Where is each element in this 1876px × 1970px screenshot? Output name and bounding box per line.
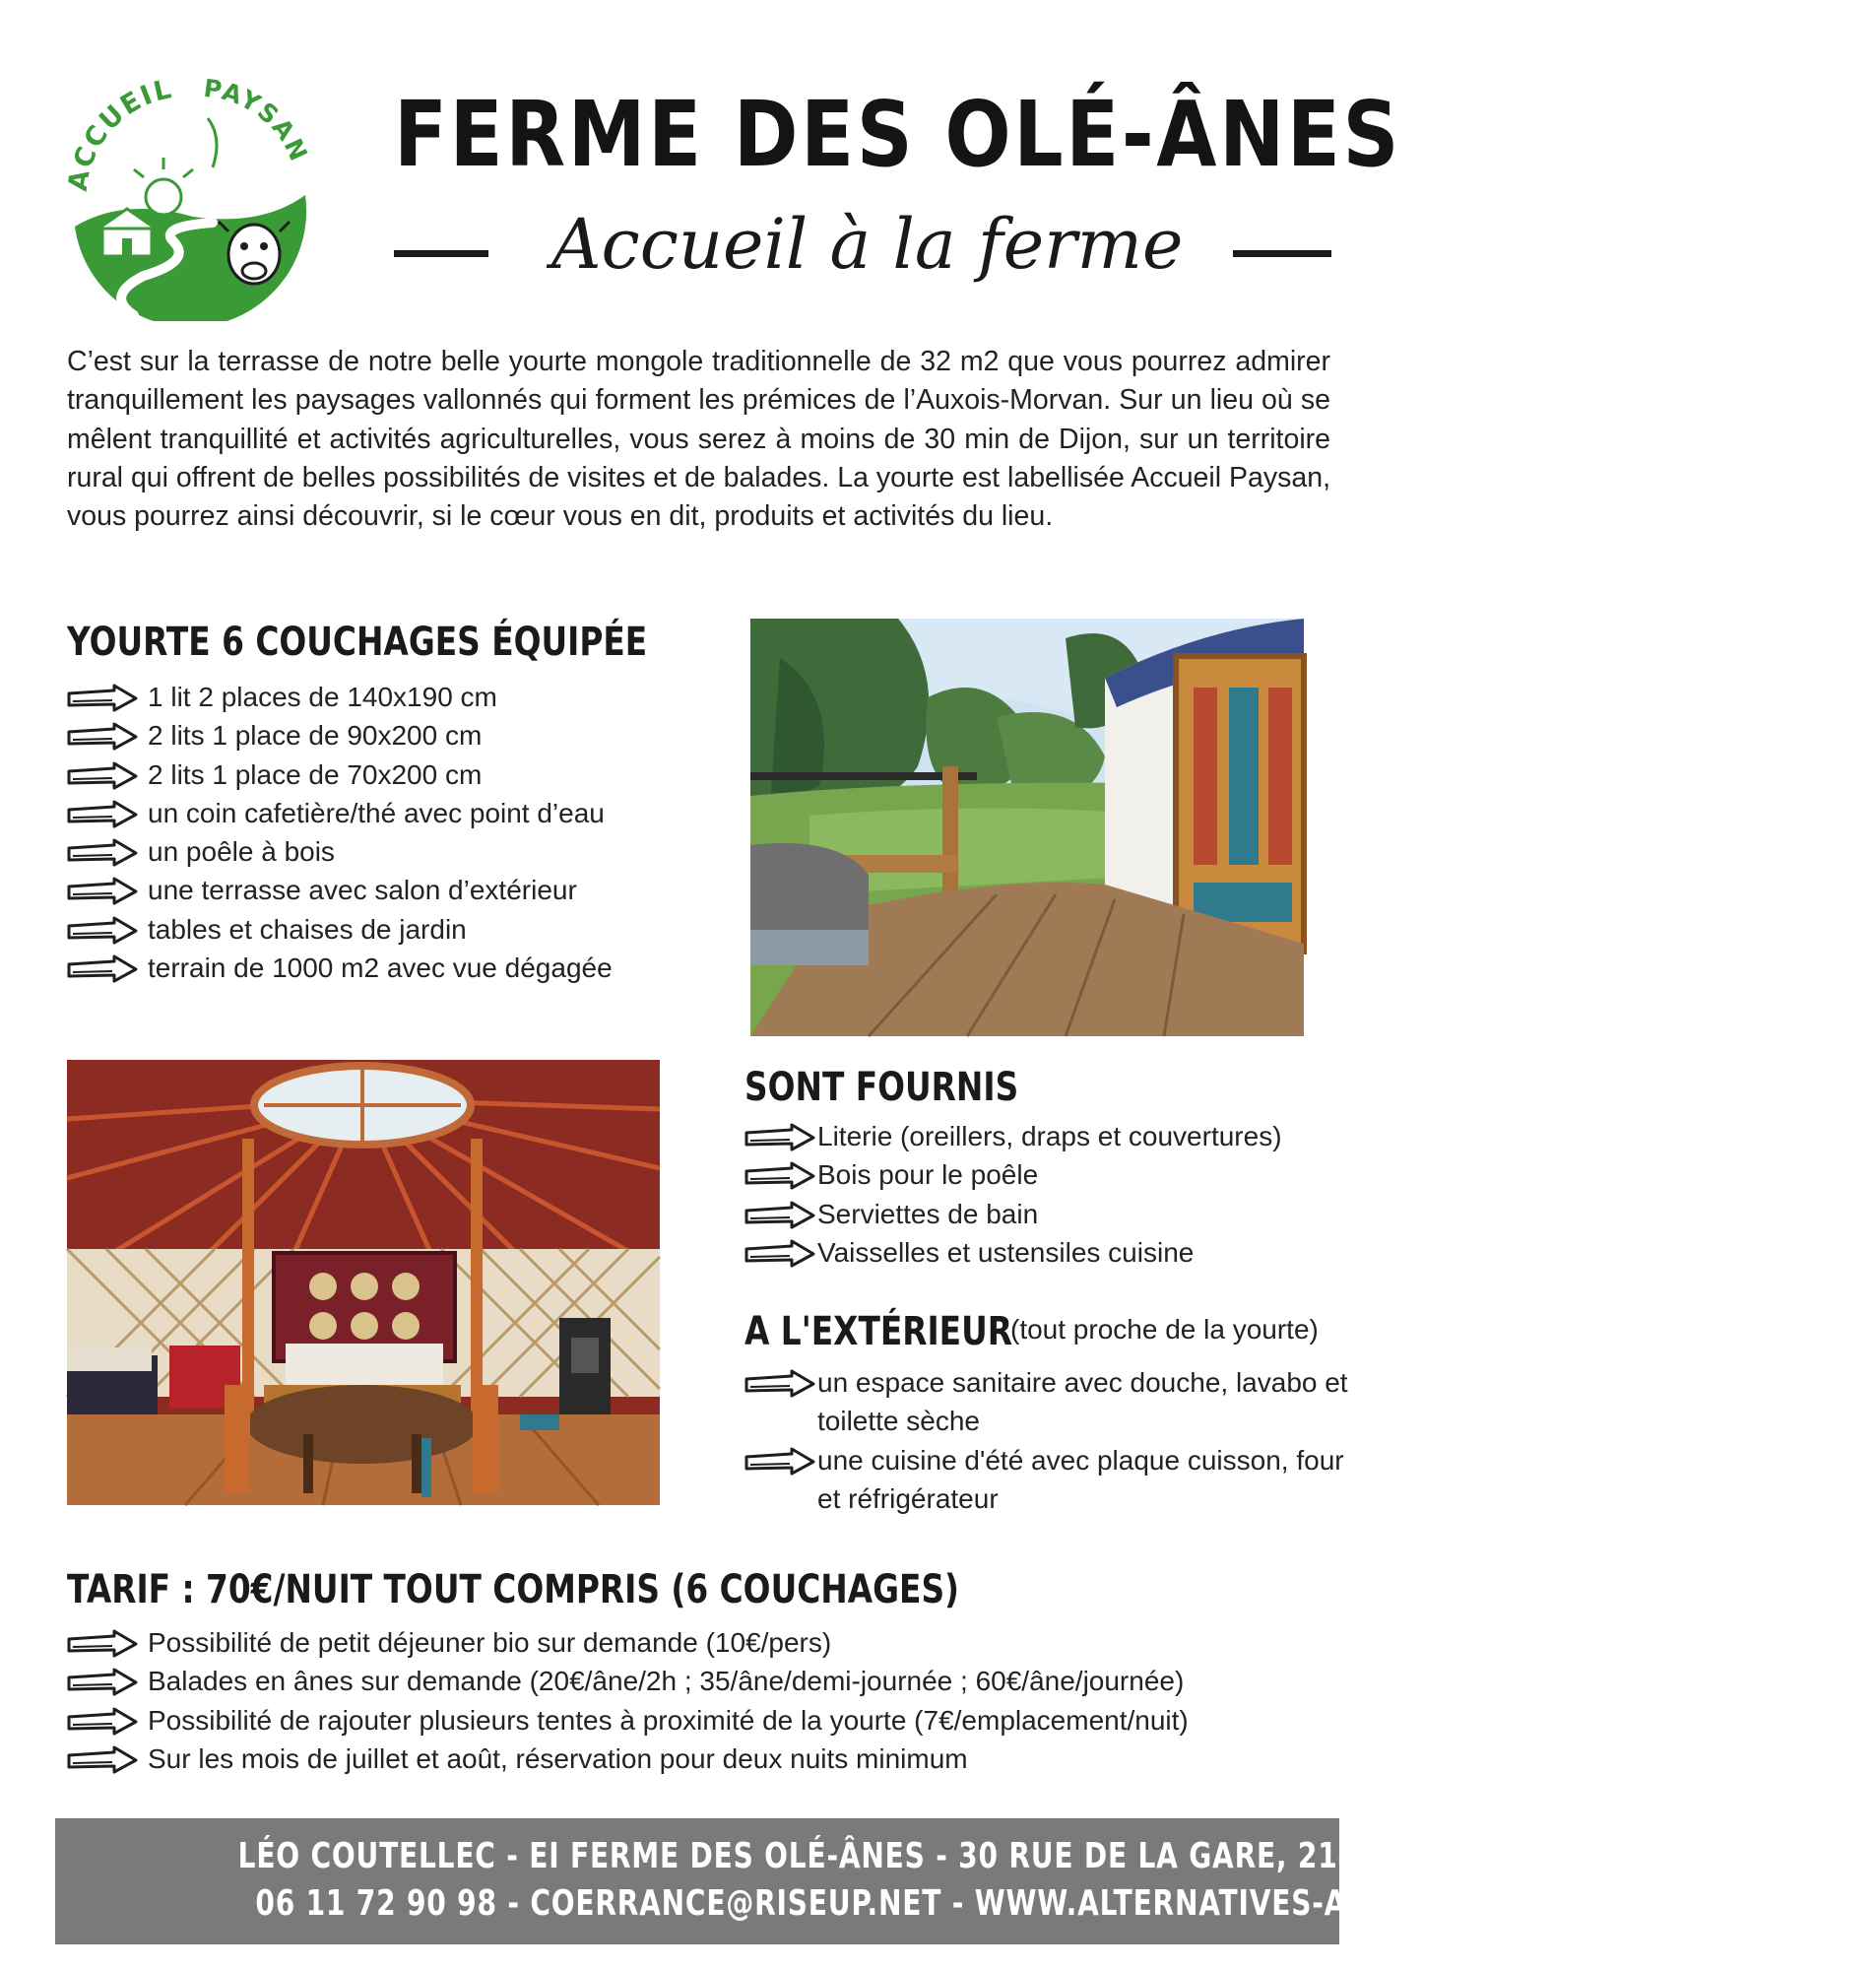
arrow-icon [744, 1203, 815, 1228]
list-item-text: Vaisselles et ustensiles cuisine [817, 1236, 1195, 1268]
list-item-text: Literie (oreillers, draps et couvertures) [817, 1121, 1282, 1151]
list-item-text: Possibilité de petit déjeuner bio sur demande (10€/pers) [148, 1627, 832, 1658]
arrow-icon [67, 879, 138, 904]
list-item [67, 832, 697, 871]
divider-right [1233, 250, 1331, 257]
list-item [67, 1662, 1327, 1700]
arrow-icon [744, 1125, 815, 1150]
list-item-text: 2 lits 1 place de 70x200 cm [148, 758, 483, 790]
accueil-paysan-logo [65, 79, 313, 321]
yurt-terrace-photo [750, 619, 1304, 1036]
list-item-text: Serviettes de bain [817, 1198, 1039, 1229]
arrow-icon [744, 1241, 815, 1267]
tarif-list [67, 1623, 1327, 1778]
page-title: FERME DES OLÉ-ÂNES [394, 82, 1402, 187]
list-item-text: terrain de 1000 m2 avec vue dégagée [148, 952, 613, 984]
arrow-icon [67, 1631, 138, 1657]
list-item-text: un coin cafetière/thé avec point d’eau [148, 797, 605, 828]
arrow-icon [67, 686, 138, 711]
list-item [744, 1155, 1335, 1194]
list-item [67, 1740, 1327, 1778]
exterieur-list [744, 1363, 1355, 1518]
yourte-heading: YOURTE 6 COUCHAGES ÉQUIPÉE [67, 620, 648, 665]
footer-address: LÉO COUTELLEC - EI FERME DES OLÉ-ÂNES - 30 RUE DE LA GARE, 21410 MÂLAIN [237, 1836, 1535, 1876]
list-item [67, 871, 697, 909]
list-item-text: 1 lit 2 places de 140x190 cm [148, 682, 497, 712]
arrow-icon [67, 1747, 138, 1773]
divider-left [394, 250, 488, 257]
fournis-heading: SONT FOURNIS [744, 1065, 1019, 1110]
list-item [67, 910, 697, 949]
list-item [744, 1195, 1335, 1233]
list-item-text: tables et chaises de jardin [148, 913, 467, 945]
exterieur-note: (tout proche de la yourte) [1010, 1314, 1319, 1345]
footer-contact: 06 11 72 90 98 - COERRANCE@RISEUP.NET - WWW.ALTERNATIVES-AGRICULTURELLES.FR [255, 1883, 1676, 1924]
list-item [67, 1623, 1327, 1662]
list-item [744, 1117, 1335, 1155]
arrow-icon [744, 1449, 815, 1475]
exterieur-heading: A L'EXTÉRIEUR [744, 1309, 1012, 1354]
list-item [67, 716, 697, 755]
arrow-icon [744, 1163, 815, 1189]
list-item-text: Sur les mois de juillet et août, réservation pour deux nuits minimum [148, 1742, 968, 1774]
list-item-text: Bois pour le poêle [817, 1159, 1039, 1191]
list-item [67, 794, 697, 832]
list-item [67, 1701, 1327, 1740]
intro-paragraph: C’est sur la terrasse de notre belle yourte mongole traditionnelle de 32 m2 que vous pourrez admirer tranquillement les paysages vallonnés qui forment les prémices de l’Auxois-Morvan. Sur un lieu où se mêlent tranquillité et activités agriculturelles, vous serez à moins de 30 min de Dijon, sur un territoire rural qui offrent de belles possibilités de visites et de balades. La yourte est labellisée Accueil Paysan, vous pourrez ainsi découvrir, si le cœur vous en dit, produits et activités du lieu. [67, 346, 1330, 533]
arrow-icon [744, 1371, 815, 1397]
arrow-icon [67, 724, 138, 750]
yourte-equipment-list [67, 678, 697, 987]
list-item [744, 1363, 1355, 1441]
contact-footer [55, 1818, 1676, 1944]
list-item [67, 949, 697, 987]
list-item-text: 2 lits 1 place de 90x200 cm [148, 720, 483, 752]
logo-text-paysan: PAYSAN [202, 79, 313, 167]
yurt-interior-photo [67, 1060, 660, 1505]
list-item [744, 1441, 1355, 1519]
arrow-icon [67, 1670, 138, 1695]
list-item [744, 1233, 1335, 1272]
list-item [67, 755, 697, 794]
svg-text:ACCUEIL [65, 79, 175, 193]
list-item-text: Balades en ânes sur demande (20€/âne/2h ; 35/âne/demi-journée ; 60€/âne/journée) [148, 1666, 1185, 1697]
svg-text:PAYSAN [202, 79, 313, 166]
logo-text-accueil: ACCUEIL [65, 79, 176, 194]
arrow-icon [67, 802, 138, 827]
arrow-icon [67, 956, 138, 982]
list-item-text: Possibilité de rajouter plusieurs tentes à proximité de la yourte (7€/emplacement/nuit) [148, 1704, 1189, 1736]
list-item-text: une terrasse avec salon d’extérieur [148, 875, 577, 906]
list-item [67, 678, 697, 716]
arrow-icon [67, 1709, 138, 1735]
list-item-text: un espace sanitaire avec douche, lavabo et toilette sèche [817, 1367, 1348, 1437]
arrow-icon [67, 840, 138, 866]
page-subtitle: Accueil à la ferme [551, 204, 1184, 285]
arrow-icon [67, 763, 138, 789]
arrow-icon [67, 918, 138, 944]
tarif-heading: TARIF : 70€/NUIT TOUT COMPRIS (6 COUCHAGES) [67, 1567, 960, 1612]
fournis-list [744, 1117, 1335, 1272]
list-item-text: un poêle à bois [148, 836, 335, 868]
list-item-text: une cuisine d'été avec plaque cuisson, four et réfrigérateur [817, 1444, 1344, 1514]
